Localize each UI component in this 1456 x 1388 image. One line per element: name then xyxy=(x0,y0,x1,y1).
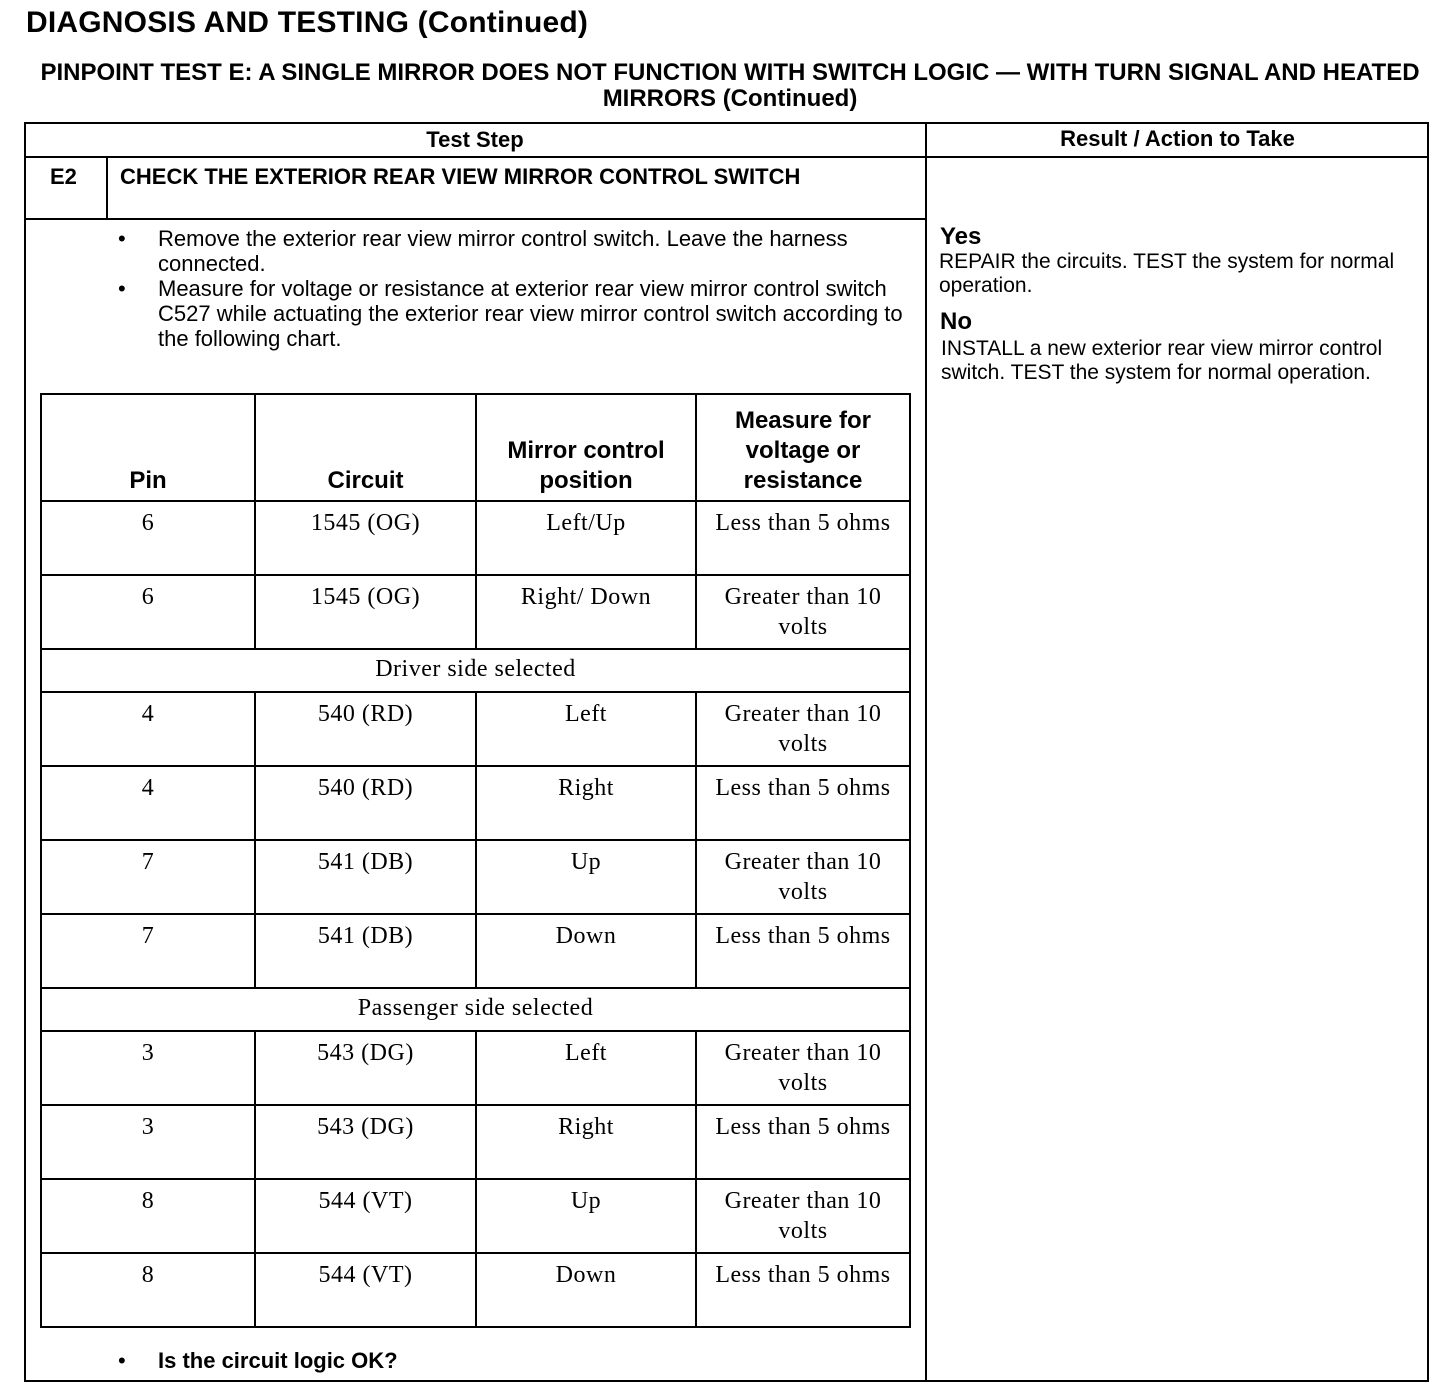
column-header-position: Mirror control position xyxy=(476,394,696,501)
circuit-cell: 541 (DB) xyxy=(255,840,476,914)
circuit-cell: 543 (DG) xyxy=(255,1031,476,1105)
table-row xyxy=(41,1105,910,1179)
circuit-cell: 541 (DB) xyxy=(255,914,476,988)
pin-cell: 6 xyxy=(41,575,255,649)
pin-cell: 6 xyxy=(41,501,255,575)
step-title: CHECK THE EXTERIOR REAR VIEW MIRROR CONTROL SWITCH xyxy=(120,164,801,189)
switch-logic-chart xyxy=(40,393,911,1328)
test-step-header: Test Step xyxy=(426,127,524,152)
page-title: DIAGNOSIS AND TESTING (Continued) xyxy=(26,6,589,39)
position-cell: Down xyxy=(476,1253,696,1327)
position-cell: Left/Up xyxy=(476,501,696,575)
pin-cell: 3 xyxy=(41,1105,255,1179)
pin-cell: 3 xyxy=(41,1031,255,1105)
table-row xyxy=(41,1179,910,1253)
table-row xyxy=(41,766,910,840)
column-divider xyxy=(925,122,927,1382)
circuit-cell: 1545 (OG) xyxy=(255,501,476,575)
measurement-cell: Greater than 10 volts xyxy=(696,692,910,766)
instruction-list xyxy=(118,226,908,351)
measurement-cell: Less than 5 ohms xyxy=(696,1105,910,1179)
header-divider xyxy=(24,156,1429,158)
position-cell: Left xyxy=(476,692,696,766)
pin-cell: 8 xyxy=(41,1179,255,1253)
position-cell: Up xyxy=(476,840,696,914)
instruction-item: • Remove the exterior rear view mirror control switch. Leave the harness connected. xyxy=(118,226,908,276)
position-cell: Right/ Down xyxy=(476,575,696,649)
circuit-cell: 540 (RD) xyxy=(255,766,476,840)
measurement-cell: Less than 5 ohms xyxy=(696,914,910,988)
circuit-cell: 544 (VT) xyxy=(255,1179,476,1253)
position-cell: Right xyxy=(476,766,696,840)
column-header-circuit: Circuit xyxy=(255,394,476,501)
circuit-logic-question: • Is the circuit logic OK? xyxy=(118,1348,398,1374)
measurement-cell: Greater than 10 volts xyxy=(696,1031,910,1105)
position-cell: Up xyxy=(476,1179,696,1253)
circuit-cell: 544 (VT) xyxy=(255,1253,476,1327)
pinpoint-test-title: PINPOINT TEST E: A SINGLE MIRROR DOES NOT FUNCTION WITH SWITCH LOGIC — WITH TURN SIGNAL AND HEATED MIRRORS (Continued) xyxy=(40,59,1420,112)
measurement-cell: Less than 5 ohms xyxy=(696,501,910,575)
driver-side-label: Driver side selected xyxy=(41,649,910,692)
table-row xyxy=(41,575,910,649)
pin-cell: 8 xyxy=(41,1253,255,1327)
table-row xyxy=(41,501,910,575)
table-row xyxy=(41,840,910,914)
pin-cell: 7 xyxy=(41,840,255,914)
position-cell: Down xyxy=(476,914,696,988)
circuit-cell: 540 (RD) xyxy=(255,692,476,766)
measurement-cell: Greater than 10 volts xyxy=(696,1179,910,1253)
measurement-cell: Less than 5 ohms xyxy=(696,766,910,840)
column-header-pin: Pin xyxy=(41,394,255,501)
circuit-cell: 1545 (OG) xyxy=(255,575,476,649)
no-action: INSTALL a new exterior rear view mirror control switch. TEST the system for normal operation. xyxy=(941,337,1383,384)
passenger-side-label: Passenger side selected xyxy=(41,988,910,1031)
circuit-cell: 543 (DG) xyxy=(255,1105,476,1179)
pin-cell: 4 xyxy=(41,692,255,766)
measurement-cell: Greater than 10 volts xyxy=(696,575,910,649)
no-label: No xyxy=(940,308,972,335)
pin-cell: 7 xyxy=(41,914,255,988)
table-row xyxy=(41,914,910,988)
table-row xyxy=(41,1031,910,1105)
measurement-cell: Greater than 10 volts xyxy=(696,840,910,914)
table-row xyxy=(41,692,910,766)
result-header: Result / Action to Take xyxy=(1060,126,1295,151)
section-row xyxy=(41,649,910,692)
column-header-measurement: Measure for voltage or resistance xyxy=(696,394,910,501)
step-id: E2 xyxy=(50,164,77,189)
measurement-cell: Less than 5 ohms xyxy=(696,1253,910,1327)
position-cell: Left xyxy=(476,1031,696,1105)
yes-label: Yes xyxy=(940,223,982,250)
pin-cell: 4 xyxy=(41,766,255,840)
position-cell: Right xyxy=(476,1105,696,1179)
yes-action: REPAIR the circuits. TEST the system for normal operation. xyxy=(939,250,1395,297)
step-id-divider xyxy=(106,156,108,219)
section-row xyxy=(41,988,910,1031)
table-row xyxy=(41,1253,910,1327)
step-title-divider xyxy=(24,218,926,220)
instruction-item: • Measure for voltage or resistance at exterior rear view mirror control switch C527 while actuating the exterior rear view mirror control switch according to the following chart. xyxy=(118,276,908,351)
